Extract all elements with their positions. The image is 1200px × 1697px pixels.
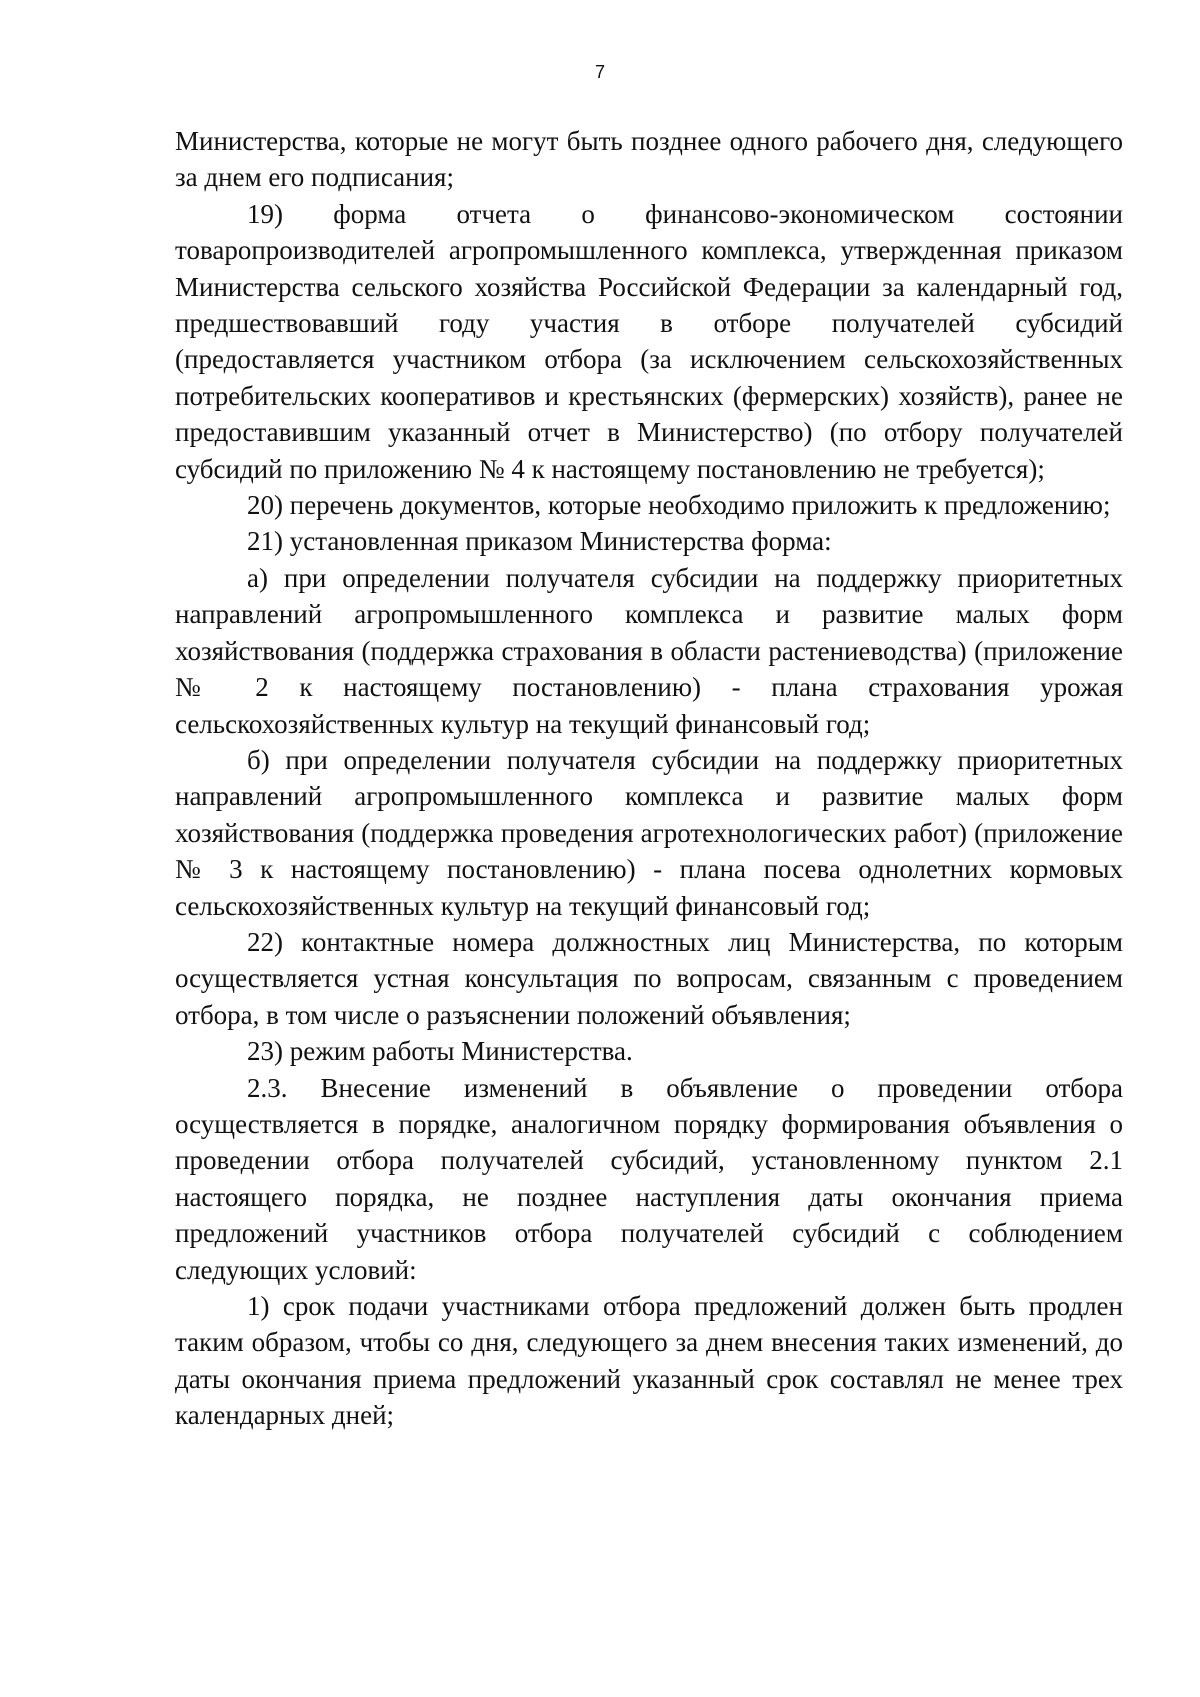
paragraph-item-22: 22) контактные номера должностных лиц Министерства, по которым осуществляется устная консультация по вопросам, связанным с проведением отбора, в том числе о разъяснении положений объявления; [175,926,1123,1030]
paragraph-item-21-a: а) при определении получателя субсидии на поддержку приоритетных направлений агропромышленного комплекса и развитие малых форм хозяйствования (поддержка страхования в области растениеводства) (приложение № 2 к настоящему постановлению) - плана страхования урожая сельскохозяйственных культур на текущий финансовый год; [175,562,1123,739]
paragraph-condition-1: 1) срок подачи участниками отбора предложений должен быть продлен таким образом, чтобы со дня, следующего за днем внесения таких изменений, до даты окончания приема предложений указанный срок составлял не менее трех календарных дней; [175,1291,1123,1431]
page-number: 7 [594,62,605,82]
paragraph-continuation: Министерства, которые не могут быть позднее одного рабочего дня, следующего за днем его подписания; [175,126,1123,193]
paragraph-item-19: 19) форма отчета о финансово-экономическом состоянии товаропроизводителей агропромышленного комплекса, утвержденная приказом Министерства сельского хозяйства Российской Федерации за календарный год, предшествовавший году участия в отборе получателей субсидий (предоставляется участником отбора (за исключением сельскохозяйственных потребительских кооперативов и крестьянских (фермерских) хозяйств), ранее не предоставившим указанный отчет в Министерство) (по отбору получателей субсидий по приложению № 4 к настоящему постановлению не требуется); [175,198,1123,484]
document-body [175,123,1123,1434]
paragraph-item-21-b: б) при определении получателя субсидии на поддержку приоритетных направлений агропромышленного комплекса и развитие малых форм хозяйствования (поддержка проведения агротехнологических работ) (приложение № 3 к настоящему постановлению) - плана посева однолетних кормовых сельскохозяйственных культур на текущий финансовый год; [175,744,1123,921]
paragraph-item-23: 23) режим работы Министерства. [247,1036,633,1067]
paragraph-section-2-3: 2.3. Внесение изменений в объявление о проведении отбора осуществляется в порядке, аналогичном порядку формирования объявления о проведении отбора получателей субсидий, установленному пунктом 2.1 настоящего порядка, не позднее наступления даты окончания приема предложений участников отбора получателей субсидий с соблюдением следующих условий: [175,1072,1123,1285]
paragraph-item-21: 21) установленная приказом Министерства форма: [247,526,832,557]
paragraph-item-20: 20) перечень документов, которые необходимо приложить к предложению; [247,490,1111,521]
